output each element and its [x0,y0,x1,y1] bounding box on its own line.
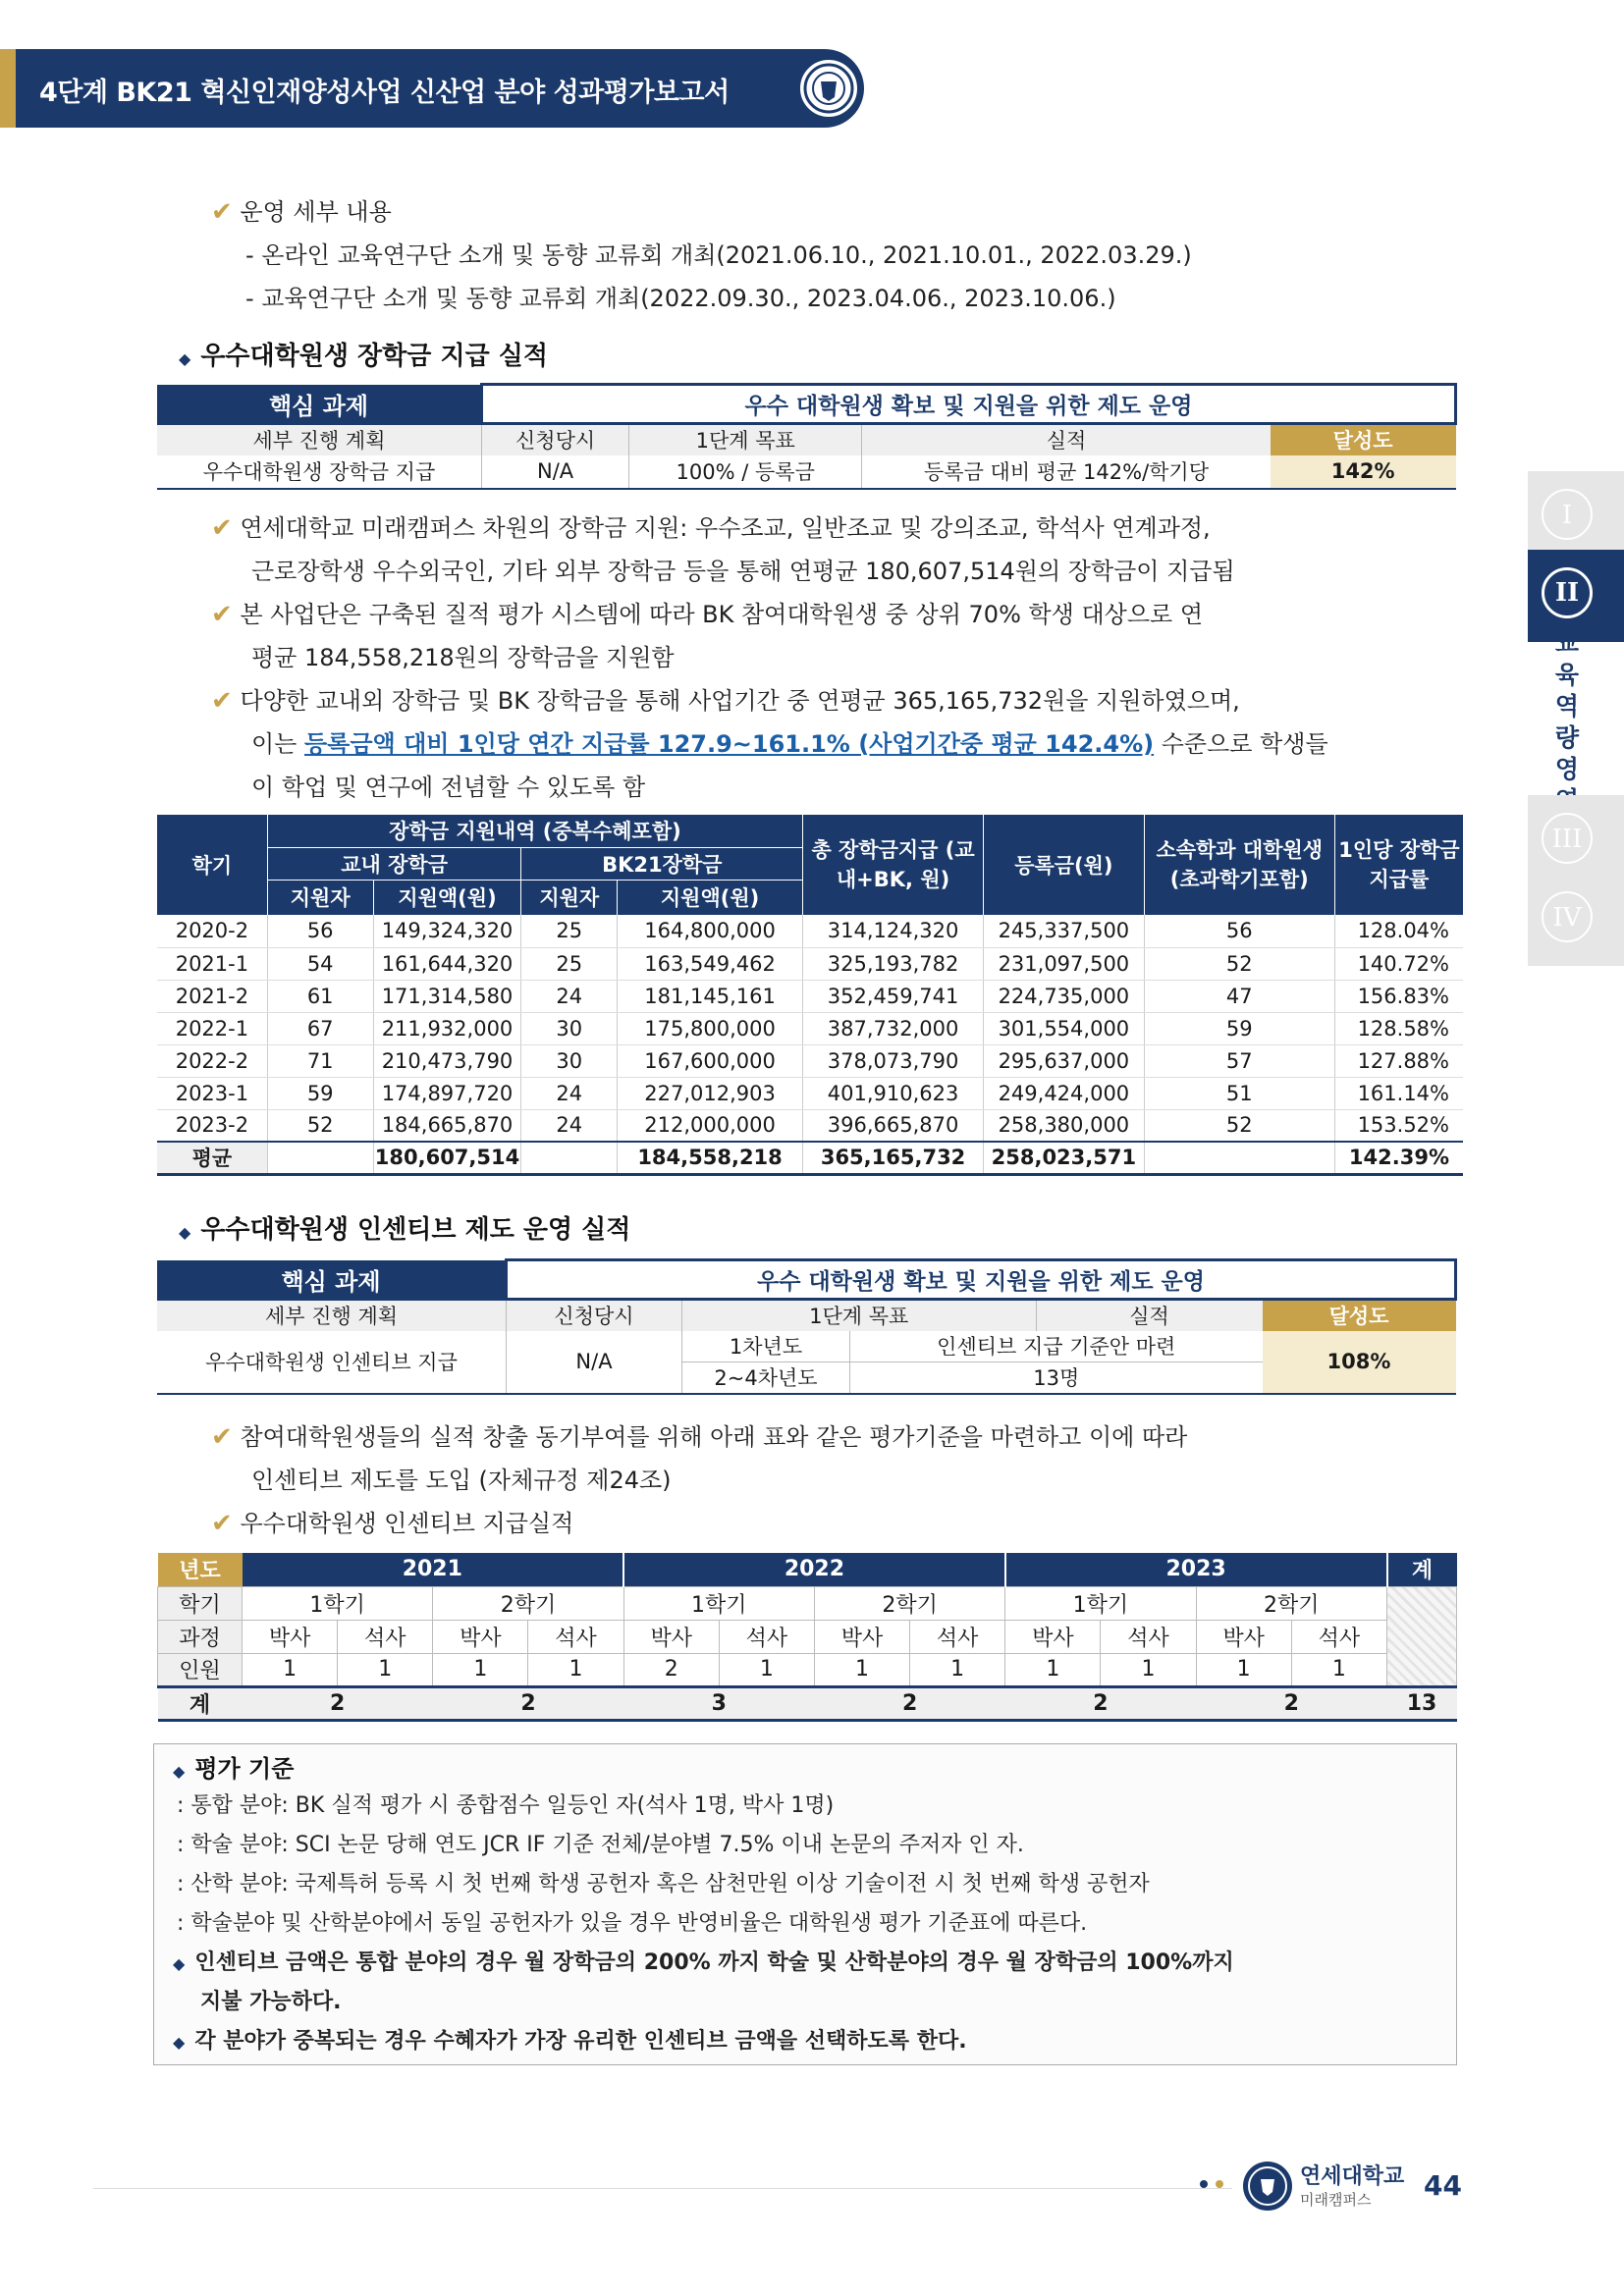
check-icon: ✔ [211,600,233,629]
table-cell: 249,424,000 [984,1077,1145,1109]
col-header: 장학금 지원내역 (중복수혜포함) [267,815,802,847]
col-header: 지원자 [521,880,618,915]
table-cell: 181,145,161 [618,980,803,1012]
cell: 2~4차년도 [682,1362,850,1394]
table-row [157,1077,1463,1109]
people-cell: 1 [433,1653,528,1686]
diamond-icon: ◆ [173,2033,186,2052]
table-cell: 56 [1144,915,1334,947]
table-cell: 365,165,732 [803,1142,984,1174]
check-icon: ✔ [211,1422,233,1452]
term-cell: 1학기 [1005,1586,1196,1620]
bullet-cont: 이 학업 및 연구에 전념할 수 있도록 함 [251,774,646,801]
core-label: 핵심 과제 [157,385,481,424]
table-cell: 2023-1 [157,1077,267,1109]
table-cell [1144,1142,1334,1174]
footer-dot [1216,2180,1223,2188]
row-header: 과정 [158,1620,243,1653]
side-tab-4[interactable]: IV [1528,874,1624,966]
table-cell: 2023-2 [157,1109,267,1142]
criteria-line: 지불 가능하다. [200,1990,342,2014]
bullet-cont: 인센티브 제도를 도입 (자체규정 제24조) [251,1467,672,1494]
criteria-title: ◆ 평가 기준 [173,1755,295,1783]
term-cell: 1학기 [243,1586,433,1620]
bullet-cont: 근로장학생 우수외국인, 기타 외부 장학금 등을 통해 연평균 180,607,514원의 장학금이 지급됨 [251,558,1235,585]
table-row [157,947,1463,980]
col-header: 지원액(원) [618,880,803,915]
table-cell: 175,800,000 [618,1012,803,1044]
scholarship-table [157,815,1463,1176]
table-cell: 164,800,000 [618,915,803,947]
check-icon: ✔ [211,197,233,227]
col-header: 세부 진행 계획 [157,424,481,455]
table-cell: 140.72% [1334,947,1463,980]
cell-rate: 108% [1263,1331,1456,1394]
year-header: 2021 [243,1553,624,1586]
table-cell: 231,097,500 [984,947,1145,980]
cell-rate: 142% [1271,455,1456,489]
sum-cell: 3 [711,1690,727,1716]
col-header: 1단계 목표 [682,1300,1037,1331]
table-row [157,1012,1463,1044]
table-cell: 24 [521,1109,618,1142]
row-header: 인원 [158,1653,243,1686]
table-cell: 211,932,000 [373,1012,521,1044]
course-cell: 박사 [243,1620,338,1653]
bullet-cont: 평균 184,558,218원의 장학금을 지원함 [251,644,675,671]
course-cell: 석사 [1101,1620,1196,1653]
bullet: ✔ 본 사업단은 구축된 질적 평가 시스템에 따라 BK 참여대학원생 중 상위 70% 학생 대상으로 연 [211,600,1204,629]
col-header-rate: 달성도 [1271,424,1456,455]
cell: 1차년도 [682,1331,850,1362]
diamond-icon: ◆ [179,349,191,368]
header-accent [0,49,16,128]
people-cell: 1 [528,1653,623,1686]
scholarship-task-table [157,383,1457,490]
table-cell: 174,897,720 [373,1077,521,1109]
sum-cell: 2 [520,1690,536,1716]
table-cell: 156.83% [1334,980,1463,1012]
table-cell: 30 [521,1044,618,1077]
table-cell: 52 [1144,1109,1334,1142]
table-cell: 25 [521,915,618,947]
bullet: ✔ 연세대학교 미래캠퍼스 차원의 장학금 지원: 우수조교, 일반조교 및 강의조교, 학석사 연계과정, [211,513,1211,543]
table-cell [521,1142,618,1174]
col-header: BK21장학금 [521,847,803,880]
course-cell: 박사 [623,1620,719,1653]
table-cell: 25 [521,947,618,980]
people-cell: 1 [719,1653,814,1686]
col-header: 세부 진행 계획 [157,1300,507,1331]
table-cell: 184,665,870 [373,1109,521,1142]
table-cell: 258,380,000 [984,1109,1145,1142]
cell: 우수대학원생 인센티브 지급 [157,1331,507,1394]
col-header-rate: 달성도 [1263,1300,1456,1331]
criteria-line: : 학술분야 및 산학분야에서 동일 공헌자가 있을 경우 반영비율은 대학원생 평가 기준표에 따른다. [177,1911,1088,1936]
table-cell: 56 [267,915,373,947]
col-header: 신청당시 [507,1300,682,1331]
course-cell: 박사 [814,1620,909,1653]
cell: 우수대학원생 장학금 지급 [157,455,481,489]
table-cell: 59 [267,1077,373,1109]
table-cell: 378,073,790 [803,1044,984,1077]
term-cell: 2학기 [1196,1586,1386,1620]
table-cell: 24 [521,980,618,1012]
table-cell: 401,910,623 [803,1077,984,1109]
table-cell: 212,000,000 [618,1109,803,1142]
footer-campus: 미래캠퍼스 [1300,2191,1372,2209]
col-header: 1단계 목표 [629,424,862,455]
course-cell: 박사 [433,1620,528,1653]
section-title: ◆ 우수대학원생 장학금 지급 실적 [179,342,548,371]
criteria-line: : 통합 분야: BK 실적 평가 시 종합점수 일등인 자(석사 1명, 박사 1명) [177,1793,835,1818]
criteria-line: ◆ 각 분야가 중복되는 경우 수혜자가 가장 유리한 인센티브 금액을 선택하도록 한다. [173,2029,967,2054]
bullet-cont: 이는 등록금액 대비 1인당 연간 지급률 127.9~161.1% (사업기간중 평균 142.4%) 수준으로 학생들 [251,730,1328,758]
incentive-table [157,1553,1457,1722]
diamond-icon: ◆ [173,1954,186,1973]
cell: 13명 [1033,1366,1080,1391]
table-cell: 59 [1144,1012,1334,1044]
table-cell [267,1142,373,1174]
people-cell: 1 [1101,1653,1196,1686]
side-tab-2-label: 교육역량 영 [1554,629,1580,783]
table-cell: 2022-2 [157,1044,267,1077]
table-cell: 325,193,782 [803,947,984,980]
table-cell: 161,644,320 [373,947,521,980]
table-cell: 2021-1 [157,947,267,980]
cell: N/A [481,455,628,489]
diamond-icon: ◆ [173,1762,186,1781]
people-cell: 1 [243,1653,338,1686]
table-cell: 57 [1144,1044,1334,1077]
table-cell: 184,558,218 [618,1142,803,1174]
bullet: ✔ 다양한 교내외 장학금 및 BK 장학금을 통해 사업기간 중 연평균 365,165,732원을 지원하였으며, [211,686,1240,716]
col-header: 학기 [157,815,267,915]
col-header: 교내 장학금 [267,847,521,880]
sum-cell: 2 [330,1690,346,1716]
table-cell: 210,473,790 [373,1044,521,1077]
table-cell: 24 [521,1077,618,1109]
table-cell: 127.88% [1334,1044,1463,1077]
footer-dot [1200,2180,1208,2188]
table-cell: 387,732,000 [803,1012,984,1044]
footer-university: 연세대학교 [1300,2164,1405,2189]
table-cell: 352,459,741 [803,980,984,1012]
report-title: 4단계 BK21 혁신인재양성사업 신산업 분야 성과평가보고서 [39,78,730,108]
footer-rule [93,2188,1232,2189]
table-cell: 128.04% [1334,915,1463,947]
table-cell: 51 [1144,1077,1334,1109]
table-cell: 평균 [157,1142,267,1174]
criteria-line: ◆ 인센티브 금액은 통합 분야의 경우 월 장학금의 200% 까지 학술 및 산학분야의 경우 월 장학금의 100%까지 [173,1950,1234,1975]
col-header: 지원자 [267,880,373,915]
col-header: 실적 [1046,429,1087,454]
bullet: ✔ 참여대학원생들의 실적 창출 동기부여를 위해 아래 표와 같은 평가기준을 마련하고 이에 따라 [211,1422,1188,1452]
course-cell: 박사 [1196,1620,1291,1653]
university-seal-icon [797,57,860,120]
table-cell: 301,554,000 [984,1012,1145,1044]
course-cell: 석사 [719,1620,814,1653]
people-cell: 2 [623,1653,719,1686]
cell: 100% / 등록금 [629,455,862,489]
table-cell: 161.14% [1334,1077,1463,1109]
course-cell: 석사 [1291,1620,1386,1653]
col-header: 신청당시 [481,424,628,455]
side-tab-1[interactable]: I [1528,471,1624,563]
table-cell: 224,735,000 [984,980,1145,1012]
incentive-task-table [157,1258,1457,1395]
university-logo-icon [1243,2162,1292,2211]
diamond-icon: ◆ [179,1223,191,1242]
row-header: 학기 [158,1586,243,1620]
people-cell: 1 [814,1653,909,1686]
year-header: 2022 [623,1553,1005,1586]
average-row [157,1142,1463,1174]
table-cell: 245,337,500 [984,915,1145,947]
sub-line: - 교육연구단 소개 및 동향 교류회 개최(2022.09.30., 2023.04.06., 2023.10.06.) [245,285,1116,312]
section-title: ◆ 우수대학원생 인센티브 제도 운영 실적 [179,1215,631,1245]
criteria-line: : 학술 분야: SCI 논문 당해 연도 JCR IF 기준 전체/분야별 7.5% 이내 논문의 주저자 인 자. [177,1833,1024,1857]
col-header: 계 [1387,1553,1457,1586]
table-cell: 2021-2 [157,980,267,1012]
term-cell: 2학기 [433,1586,623,1620]
sub-line: - 온라인 교육연구단 소개 및 동향 교류회 개최(2021.06.10., 2021.10.01., 2022.03.29.) [245,241,1192,269]
table-cell: 67 [267,1012,373,1044]
sum-cell: 2 [901,1690,918,1716]
table-cell: 128.58% [1334,1012,1463,1044]
col-header: 총 장학금지급 (교내+BK, 원) [803,815,984,915]
course-cell: 석사 [528,1620,623,1653]
people-cell: 1 [1005,1653,1101,1686]
highlight-text: 등록금액 대비 1인당 연간 지급률 127.9~161.1% (사업기간중 평균 142.4%) [304,730,1155,758]
course-cell: 석사 [910,1620,1005,1653]
criteria-line: : 산학 분야: 국제특허 등록 시 첫 번째 학생 공헌자 혹은 삼천만원 이상 기술이전 시 첫 번째 학생 공헌자 [177,1872,1150,1896]
table-cell: 295,637,000 [984,1044,1145,1077]
core-value: 우수 대학원생 확보 및 지원을 위한 제도 운영 [507,1260,1456,1300]
table-cell: 142.39% [1334,1142,1463,1174]
table-cell: 396,665,870 [803,1109,984,1142]
term-cell: 2학기 [814,1586,1004,1620]
table-cell: 52 [1144,947,1334,980]
table-cell: 153.52% [1334,1109,1463,1142]
table-cell: 163,549,462 [618,947,803,980]
table-cell: 258,023,571 [984,1142,1145,1174]
table-cell: 2022-1 [157,1012,267,1044]
check-icon: ✔ [211,513,233,543]
table-row [157,915,1463,947]
cell: 인센티브 지급 기준안 마련 [850,1331,1263,1362]
hatched-cell [1387,1586,1457,1686]
cell: 등록금 대비 평균 142%/학기당 [924,460,1209,484]
col-header: 등록금(원) [984,815,1145,915]
core-value: 우수 대학원생 확보 및 지원을 위한 제도 운영 [481,385,1455,424]
table-row [157,1044,1463,1077]
table-row [157,980,1463,1012]
col-header: 지원액(원) [373,880,521,915]
col-header: 1인당 장학금 지급률 [1334,815,1463,915]
sum-cell: 2 [1283,1690,1299,1716]
table-cell: 149,324,320 [373,915,521,947]
bullet-operation: ✔ 운영 세부 내용 [211,197,392,227]
course-cell: 박사 [1005,1620,1101,1653]
year-header: 2023 [1005,1553,1387,1586]
term-cell: 1학기 [623,1586,814,1620]
table-cell: 54 [267,947,373,980]
col-header: 소속학과 대학원생 (초과학기포함) [1144,815,1334,915]
people-cell: 1 [1291,1653,1386,1686]
page-number: 44 [1424,2169,1462,2202]
row-header: 계 [189,1692,211,1718]
table-cell: 167,600,000 [618,1044,803,1077]
people-cell: 1 [910,1653,1005,1686]
people-cell: 1 [1196,1653,1291,1686]
table-cell: 2020-2 [157,915,267,947]
table-cell: 314,124,320 [803,915,984,947]
sum-cell: 2 [1093,1690,1109,1716]
course-cell: 석사 [338,1620,433,1653]
table-cell: 52 [267,1109,373,1142]
check-icon: ✔ [211,1509,233,1538]
side-tab-2-active[interactable]: II [1528,550,1624,642]
grand-total: 13 [1406,1690,1437,1716]
col-header: 년도 [158,1553,243,1586]
table-cell: 180,607,514 [373,1142,521,1174]
cell: N/A [507,1331,682,1394]
table-cell: 227,012,903 [618,1077,803,1109]
col-header: 실적 [1129,1305,1169,1329]
table-cell: 47 [1144,980,1334,1012]
table-cell: 71 [267,1044,373,1077]
core-label: 핵심 과제 [157,1260,507,1300]
table-cell: 171,314,580 [373,980,521,1012]
check-icon: ✔ [211,686,233,716]
bullet: ✔ 우수대학원생 인센티브 지급실적 [211,1509,574,1538]
side-tab-3[interactable]: III [1528,795,1624,887]
table-row [157,1109,1463,1142]
table-cell: 30 [521,1012,618,1044]
table-cell: 61 [267,980,373,1012]
people-cell: 1 [338,1653,433,1686]
